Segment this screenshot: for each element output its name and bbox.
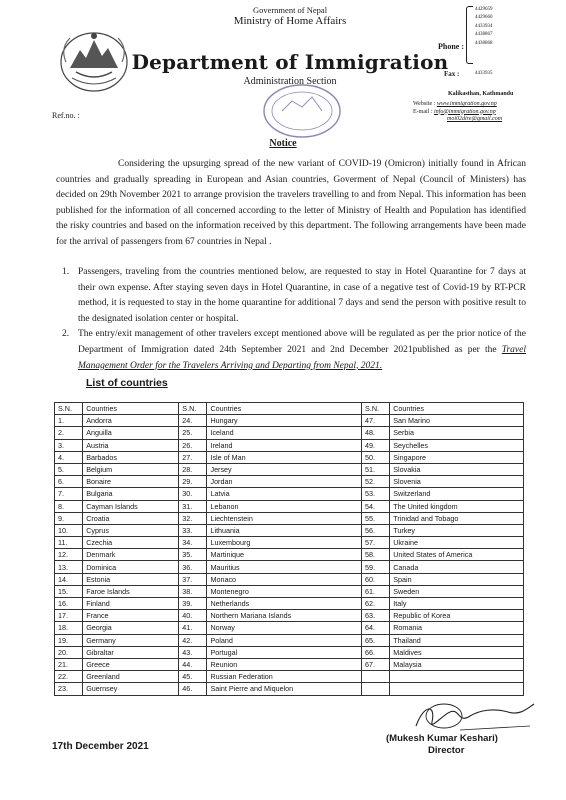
column-header: S.N.: [362, 403, 390, 415]
email-label: E-mail :: [413, 108, 433, 115]
table-row: [55, 671, 524, 683]
list-item: [56, 327, 526, 374]
nepal-emblem-icon: [58, 28, 130, 94]
serial-number-cell: 46.: [179, 683, 207, 695]
country-cell: Norway: [207, 622, 362, 634]
government-line: Government of Nepal: [252, 5, 328, 15]
country-cell: Portugal: [207, 646, 362, 658]
serial-number-cell: 10.: [55, 524, 83, 536]
country-cell: Ireland: [207, 439, 362, 451]
point-number: 1.: [62, 267, 70, 277]
serial-number-cell: 30.: [179, 488, 207, 500]
serial-number-cell: 34.: [179, 537, 207, 549]
country-cell: Maldives: [390, 646, 524, 658]
country-cell: Spain: [390, 573, 524, 585]
serial-number-cell: 28.: [179, 463, 207, 475]
point-text: [78, 327, 526, 374]
country-cell: Switzerland: [390, 488, 524, 500]
serial-number-cell: [362, 683, 390, 695]
serial-number-cell: 15.: [55, 585, 83, 597]
serial-number-cell: 48.: [362, 427, 390, 439]
country-cell: United States of America: [390, 549, 524, 561]
serial-number-cell: 58.: [362, 549, 390, 561]
table-row: [55, 634, 524, 646]
table-row: [55, 427, 524, 439]
country-cell: Turkey: [390, 524, 524, 536]
fax-number: 4433935: [475, 71, 493, 76]
country-cell: Italy: [390, 598, 524, 610]
serial-number-cell: 45.: [179, 671, 207, 683]
serial-number-cell: 49.: [362, 439, 390, 451]
country-cell: Russian Federation: [207, 671, 362, 683]
table-row: [55, 622, 524, 634]
table-row: [55, 658, 524, 670]
table-row: [55, 573, 524, 585]
column-header: S.N.: [179, 403, 207, 415]
serial-number-cell: 25.: [179, 427, 207, 439]
column-header: Countries: [83, 403, 179, 415]
phone-number: 4433934: [475, 23, 493, 29]
signer-name: (Mukesh Kumar Keshari): [386, 733, 498, 744]
country-cell: Seychelles: [390, 439, 524, 451]
list-title: List of countries: [86, 377, 168, 389]
website-label: Website :: [413, 101, 436, 107]
country-cell: Slovenia: [390, 476, 524, 488]
office-stamp: [252, 75, 352, 147]
serial-number-cell: 43.: [179, 646, 207, 658]
serial-number-cell: 53.: [362, 488, 390, 500]
country-cell: Canada: [390, 561, 524, 573]
country-cell: San Marino: [390, 415, 524, 427]
countries-table: [54, 402, 524, 696]
table-row: [55, 683, 524, 695]
country-cell: Gibraltar: [83, 646, 179, 658]
table-row: [55, 415, 524, 427]
serial-number-cell: 35.: [179, 549, 207, 561]
serial-number-cell: 4.: [55, 451, 83, 463]
country-cell: Cayman Islands: [83, 500, 179, 512]
fax-label: Fax :: [444, 70, 460, 78]
table-row: [55, 598, 524, 610]
country-cell: Anguilla: [83, 427, 179, 439]
serial-number-cell: 57.: [362, 537, 390, 549]
arrangement-points: [56, 265, 526, 374]
country-cell: Barbados: [83, 451, 179, 463]
serial-number-cell: 11.: [55, 537, 83, 549]
serial-number-cell: 8.: [55, 500, 83, 512]
serial-number-cell: 18.: [55, 622, 83, 634]
serial-number-cell: 64.: [362, 622, 390, 634]
serial-number-cell: 9.: [55, 512, 83, 524]
country-cell: Iceland: [207, 427, 362, 439]
table-row: [55, 488, 524, 500]
table-row: [55, 451, 524, 463]
email-link[interactable]: info@immigration.gov.np: [434, 108, 496, 115]
section-line: Administration Section: [243, 76, 337, 87]
country-cell: Reunion: [207, 658, 362, 670]
email-link[interactable]: moi02dire@gmail.com: [447, 116, 503, 122]
serial-number-cell: 67.: [362, 658, 390, 670]
country-cell: [390, 683, 524, 695]
country-cell: Trinidad and Tobago: [390, 512, 524, 524]
issue-date: 17th December 2021: [52, 741, 149, 752]
country-cell: Netherlands: [207, 598, 362, 610]
serial-number-cell: 7.: [55, 488, 83, 500]
country-cell: Denmark: [83, 549, 179, 561]
table-row: [55, 439, 524, 451]
country-cell: Martinique: [207, 549, 362, 561]
country-cell: Republic of Korea: [390, 610, 524, 622]
country-cell: Serbia: [390, 427, 524, 439]
country-cell: Mauritius: [207, 561, 362, 573]
table-header-row: [55, 403, 524, 415]
country-cell: Germany: [83, 634, 179, 646]
country-cell: Latvia: [207, 488, 362, 500]
serial-number-cell: 39.: [179, 598, 207, 610]
intro-paragraph: Considering the upsurging spread of the new variant of COVID-19 (Omicron) initially found in African countries and gradually spreading in European and Asian countries, Goverment of Nepal (Council of Ministers) has decided on 29th November 2021 to arrange provision the travelers travelling to and from Nepal. This information has been published for the information of all concerned according to the letter of Ministry of Health and Population has identified the risky countries and based on the information received by this department. The following arrangements have been made for the arrival of passengers from 67 countries in Nepal .: [56, 159, 526, 247]
phone-number: 4429660: [475, 15, 493, 21]
country-cell: Jordan: [207, 476, 362, 488]
serial-number-cell: 3.: [55, 439, 83, 451]
country-cell: Estonia: [83, 573, 179, 585]
phone-number: 4438867: [475, 32, 493, 38]
serial-number-cell: 19.: [55, 634, 83, 646]
serial-number-cell: 56.: [362, 524, 390, 536]
serial-number-cell: 16.: [55, 598, 83, 610]
phone-number: 4438868: [475, 40, 493, 46]
table-row: [55, 500, 524, 512]
point-number: 2.: [62, 329, 70, 340]
serial-number-cell: 65.: [362, 634, 390, 646]
serial-number-cell: 55.: [362, 512, 390, 524]
serial-number-cell: 6.: [55, 476, 83, 488]
serial-number-cell: 60.: [362, 573, 390, 585]
country-cell: Poland: [207, 634, 362, 646]
country-cell: Bonaire: [83, 476, 179, 488]
country-cell: Lithuania: [207, 524, 362, 536]
country-cell: Isle of Man: [207, 451, 362, 463]
country-cell: Hungary: [207, 415, 362, 427]
table-row: [55, 549, 524, 561]
country-cell: Monaco: [207, 573, 362, 585]
country-cell: Lebanon: [207, 500, 362, 512]
serial-number-cell: 27.: [179, 451, 207, 463]
serial-number-cell: 42.: [179, 634, 207, 646]
phone-label: Phone :: [438, 42, 464, 51]
serial-number-cell: 38.: [179, 585, 207, 597]
table-row: [55, 537, 524, 549]
serial-number-cell: 22.: [55, 671, 83, 683]
country-cell: Montenegro: [207, 585, 362, 597]
serial-number-cell: 32.: [179, 512, 207, 524]
country-cell: Czechia: [83, 537, 179, 549]
serial-number-cell: 66.: [362, 646, 390, 658]
serial-number-cell: 12.: [55, 549, 83, 561]
serial-number-cell: 14.: [55, 573, 83, 585]
country-cell: France: [83, 610, 179, 622]
country-cell: Finland: [83, 598, 179, 610]
serial-number-cell: 37.: [179, 573, 207, 585]
country-cell: Thailand: [390, 634, 524, 646]
serial-number-cell: 33.: [179, 524, 207, 536]
serial-number-cell: 2.: [55, 427, 83, 439]
column-header: Countries: [207, 403, 362, 415]
country-cell: The United kingdom: [390, 500, 524, 512]
serial-number-cell: 54.: [362, 500, 390, 512]
serial-number-cell: 5.: [55, 463, 83, 475]
country-cell: Romania: [390, 622, 524, 634]
country-cell: Northern Mariana Islands: [207, 610, 362, 622]
country-cell: Saint Pierre and Miquelon: [207, 683, 362, 695]
serial-number-cell: 51.: [362, 463, 390, 475]
serial-number-cell: 50.: [362, 451, 390, 463]
phone-number: 4429659: [475, 7, 493, 12]
serial-number-cell: 40.: [179, 610, 207, 622]
table-row: [55, 585, 524, 597]
serial-number-cell: 41.: [179, 622, 207, 634]
serial-number-cell: 59.: [362, 561, 390, 573]
contact-links: [413, 101, 502, 124]
country-cell: Greenland: [83, 671, 179, 683]
table-row: [55, 524, 524, 536]
phone-numbers: [475, 6, 493, 48]
serial-number-cell: 13.: [55, 561, 83, 573]
country-cell: Slovakia: [390, 463, 524, 475]
serial-number-cell: 23.: [55, 683, 83, 695]
list-item: [56, 265, 526, 327]
serial-number-cell: 62.: [362, 598, 390, 610]
serial-number-cell: 63.: [362, 610, 390, 622]
serial-number-cell: 17.: [55, 610, 83, 622]
notice-title: Notice: [269, 138, 297, 149]
country-cell: Andorra: [83, 415, 179, 427]
table-row: [55, 646, 524, 658]
serial-number-cell: 61.: [362, 585, 390, 597]
serial-number-cell: 20.: [55, 646, 83, 658]
table-row: [55, 463, 524, 475]
table-row: [55, 610, 524, 622]
country-cell: Faroe Islands: [83, 585, 179, 597]
serial-number-cell: 26.: [179, 439, 207, 451]
table-row: [55, 476, 524, 488]
website-link[interactable]: www.immigration.gov.np: [436, 101, 497, 107]
ref-no: Ref.no. :: [52, 111, 80, 120]
serial-number-cell: 52.: [362, 476, 390, 488]
serial-number-cell: 31.: [179, 500, 207, 512]
country-cell: Bulgaria: [83, 488, 179, 500]
country-cell: Georgia: [83, 622, 179, 634]
country-cell: Malaysia: [390, 658, 524, 670]
country-cell: Liechtenstein: [207, 512, 362, 524]
country-cell: Austria: [83, 439, 179, 451]
signer-designation: Director: [428, 745, 465, 756]
country-cell: Singapore: [390, 451, 524, 463]
column-header: Countries: [390, 403, 524, 415]
travel-order-link: Travel Management Order for the Travelers Arriving and Departing from Nepal, 2021.: [78, 344, 526, 371]
serial-number-cell: 44.: [179, 658, 207, 670]
point-text-body: The entry/exit management of other travelers except mentioned above will be regulated as per the prior notice of the Department of Immigration dated 24th September 2021 and 2nd December 2021published as per the: [78, 329, 526, 355]
serial-number-cell: 24.: [179, 415, 207, 427]
table-row: [55, 512, 524, 524]
column-header: S.N.: [55, 403, 83, 415]
country-cell: Sweden: [390, 585, 524, 597]
serial-number-cell: 36.: [179, 561, 207, 573]
country-cell: Dominica: [83, 561, 179, 573]
table-row: [55, 561, 524, 573]
country-cell: Greece: [83, 658, 179, 670]
serial-number-cell: 47.: [362, 415, 390, 427]
point-text: Passengers, traveling from the countries mentioned below, are requested to stay in Hotel Quarantine for 7 days at their own expense. After staying seven days in Hotel Quarantine, in case of a negative test of Covid-19 by RT-PCR method, it is requested to stay in the home quarantine for additional 7 days and send the person with positive result to the designated isolation center or hospital.: [78, 267, 526, 324]
country-cell: Croatia: [83, 512, 179, 524]
country-cell: Luxembourg: [207, 537, 362, 549]
country-cell: Jersey: [207, 463, 362, 475]
country-cell: Ukraine: [390, 537, 524, 549]
ministry-line: Ministry of Home Affairs: [233, 15, 347, 27]
serial-number-cell: [362, 671, 390, 683]
department-title: Department of Immigration: [131, 50, 449, 74]
address: Kalikasthan, Kathmandu: [448, 91, 514, 97]
serial-number-cell: 1.: [55, 415, 83, 427]
signature: [410, 696, 540, 738]
country-cell: Belgium: [83, 463, 179, 475]
country-cell: Guernsey: [83, 683, 179, 695]
country-cell: [390, 671, 524, 683]
phone-bracket: [466, 6, 473, 64]
serial-number-cell: 29.: [179, 476, 207, 488]
serial-number-cell: 21.: [55, 658, 83, 670]
country-cell: Cyprus: [83, 524, 179, 536]
